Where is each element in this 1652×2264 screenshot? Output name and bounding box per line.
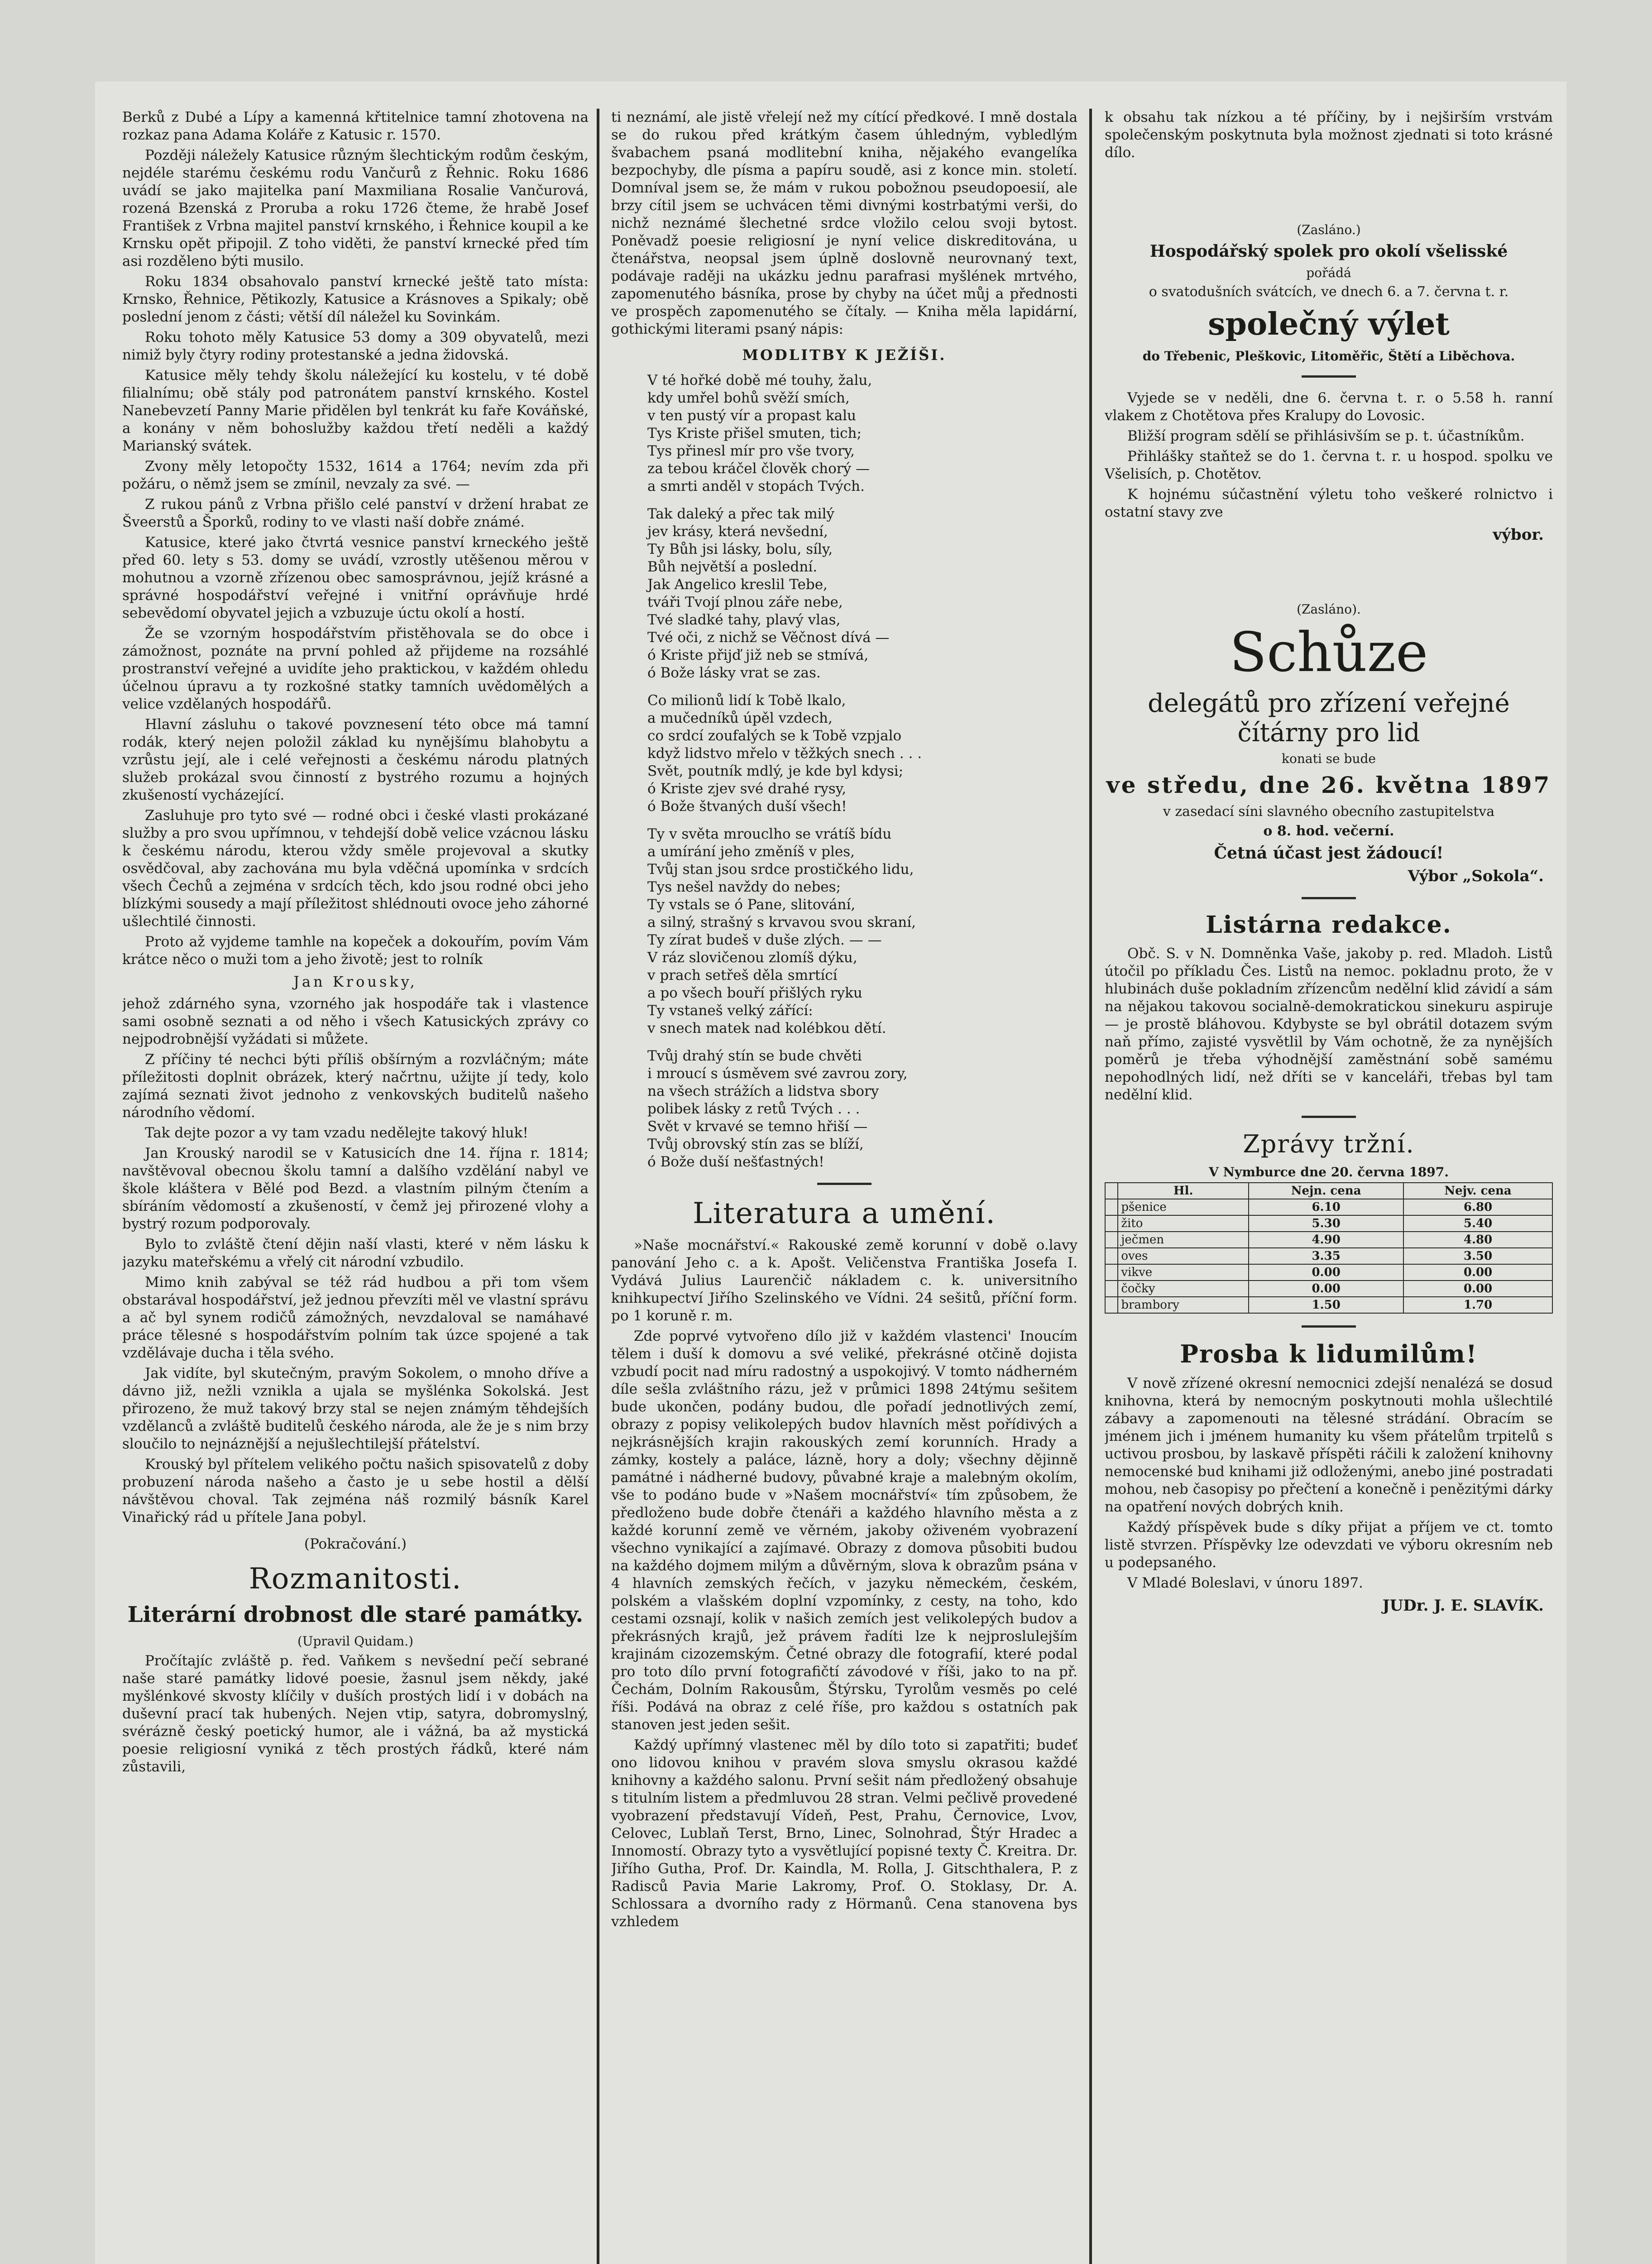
paragraph: Z rukou pánů z Vrbna přišlo celé panství v držení hrabat ze Šveerstů a Šporků, rodiny to ve vlasti naší dobře známé.: [122, 496, 589, 530]
poem-stanza: [647, 825, 1077, 1037]
ad-place: v zasedací síni slavného obecního zastupitelstva: [1163, 804, 1495, 820]
poem-line: ó Bože štvaných duší všech!: [647, 798, 847, 815]
poem-line: v prach setřeš děla smrtící: [647, 967, 838, 983]
poem-line: v snech matek nad kolébkou dětí.: [647, 1020, 886, 1036]
paragraph: Každý upřímný vlastenec měl by dílo toto si zapatřiti; budeť ono lidovou knihou v pravém slova smyslu okrasou každé knihovny a každého salonu. První sešit nám předložený obsahuje s titulním listem a předmluvou 28 stran. Velmi pečlivě provedené vyobrazení představují Vídeň, Pest, Prahu, Černovice, Lvov, Celovec, Lublaň Terst, Brno, Linec, Solnohrad, Štýr Hradec a Innomostí. Obrazy tyto a vysvětlující popisné texty Č. Kreitra. Dr. Jiřího Gutha, Prof. Dr. Kaindla, M. Rolla, J. Gitschthalera, P. z Radisců Pavia Marie Lakromy, Prof. O. Stoklasy, Dr. A. Schlossara a dvorního rady z Hörmanů. Cena stanovena bys vzhledem: [611, 1737, 1077, 1930]
poem-stanza: [647, 505, 1077, 682]
column-header: Nejn. cena: [1249, 1183, 1403, 1199]
market-table: [1105, 1182, 1553, 1314]
ad-title: Schůze: [1229, 621, 1428, 684]
ad-hour: o 8. hod. večerní.: [1263, 823, 1394, 839]
poem-stanza: [647, 1047, 1077, 1171]
column-header: Nejv. cena: [1403, 1183, 1552, 1199]
ad-when: o svatodušních svátcích, ve dnech 6. a 7. června t. r.: [1149, 284, 1509, 300]
poem-line: ó Bože duší nešťastných!: [647, 1154, 824, 1170]
table-row: čočky 0.00 0.00: [1105, 1281, 1552, 1297]
ad-verb: pořádá: [1306, 265, 1351, 280]
poem-line: a smrti anděl v stopách Tvých.: [647, 478, 865, 494]
poem-line: Tys přinesl mír pro vše tvory,: [647, 443, 855, 459]
newspaper-page: [95, 82, 1566, 2264]
divider: [1302, 1325, 1356, 1328]
poem-stanza: [647, 692, 1077, 815]
poem-line: Tvůj obrovský stín zas se blíží,: [647, 1136, 864, 1152]
paragraph: Tak dejte pozor a vy tam vzadu nedělejte takový hluk!: [145, 1125, 528, 1141]
paragraph: Pročítajíc zvláště p. řed. Vaňkem s nevšední pečí sebrané naše staré památky lidové poesie, žasnul jsem někdy, jaké myšlénkové skvosty klíčily v duších prostých lidí i v dobách na duševní prací tak hubených. Nejen vtip, satyra, dobromyslný, svérázně český poetický humor, ale i vážná, ba až mystická poesie religiosní vyniká z těch prostých řádků, které nám zůstavili,: [122, 1653, 589, 1775]
poem-line: a silný, strašný s krvavou svou skraní,: [647, 914, 916, 931]
poem-line: Tys Kriste přišel smuten, tich;: [647, 425, 862, 441]
section-heading: Rozmanitosti.: [249, 1562, 462, 1596]
section-heading: Zprávy tržní.: [1243, 1130, 1415, 1158]
poem-line: Svět v krvavé se temno hřiší —: [647, 1118, 868, 1135]
table-row: brambory 1.50 1.70: [1105, 1297, 1552, 1313]
paragraph: Berků z Dubé a Lípy a kamenná křtitelnice tamní zhotovena na rozkaz pana Adama Koláře z Katusic r. 1570.: [122, 109, 589, 143]
poem-line: když lidstvo mřelo v těžkých snech . . .: [647, 745, 922, 762]
poem-line: za tebou kráčel člověk chorý —: [647, 460, 870, 477]
paragraph: Že se vzorným hospodářstvím přistěhovala se do obce i zámožnost, poznáte na první pohled až přijdeme na rozsáhlé prostranství veřejné a uvidíte jeho praktickou, v každém ohledu účelnou úpravu a ty rozkošné statky tamních uvědomělých a velice vzdělaných hospodářů.: [122, 625, 589, 712]
poem-line: Ty v světa mrouclho se vrátíš bídu: [647, 826, 892, 842]
poem-line: jev krásy, která nevšední,: [647, 523, 828, 540]
paragraph: Katusice, které jako čtvrtá vesnice panství krneckého ještě před 60. lety s 53. domy se uvádí, vzrostly utěšenou měrou v mohutnou a vzorně zřízenou obec samosprávnou, jejíž krásné a správné hospodářství veřejné i vnitřní oprávňuje hrdé sebevědomí obyvatel jejich a vzbuzuje úctu okolí a hostí.: [122, 534, 589, 621]
divider: [817, 1183, 871, 1185]
column-header: [1105, 1183, 1118, 1199]
poem-line: Tak daleký a přec tak milý: [647, 506, 835, 522]
poem-line: ó Bože lásky vrat se zas.: [647, 665, 821, 681]
ad-signature: výbor.: [1493, 526, 1544, 544]
signature: JUDr. J. E. SLAVÍK.: [1382, 1597, 1544, 1615]
paragraph: Bylo to zvláště čtení dějin naší vlasti, které v něm lásku k jazyku mateřskému a vřelý cit národní vzbudilo.: [122, 1236, 589, 1270]
paragraph: Mimo knih zabýval se též rád hudbou a při tom všem obstarával hospodářství, jež jednou převzíti měl ve vlastní správu a ač byl synem rodičů zámožných, nevzdaloval se namáhavé práce tělesné s hospodářstvím polním tak úzce spojené a tak vzdělávaje ducha i těla svého.: [122, 1274, 589, 1361]
paragraph: Přihlášky staňtež se do 1. června t. r. u hospod. spolku ve Všelisích, p. Chotětov.: [1105, 448, 1553, 482]
column-2: [611, 109, 1077, 2264]
paragraph: Později náležely Katusice různým šlechtickým rodům českým, nejdéle starému českému rodu Vančurů z Řehnic. Roku 1686 uvádí se jako majitelka paní Maxmiliana Rosalie Vančurová, rozená Bzenská z Proruba a roku 1726 čteme, že hrabě Josef František z Vrbna majitel panství krnského, i Řehnice koupil a ke Krnsku opět připojil. Z toho viděti, že panství krnecké před tím asi rozděleno býti musilo.: [122, 147, 589, 269]
continued-note: (Pokračování.): [304, 1536, 407, 1552]
paragraph: Jan Krouský narodil se v Katusicích dne 14. října r. 1814; navštěvoval obecnou školu tamní a dalšího vzdělání nabyl ve škole kláštera v Bělé pod Bezd. a vlastním pilným čtením a sbíráním vědomostí a zkušeností, v čemž jej přirozené vlohy a bystrý rozum podporovaly.: [122, 1145, 589, 1232]
paragraph: K hojnému súčastnění výletu toho veškeré rolnictvo i ostatní stavy zve: [1105, 486, 1553, 520]
ad-subtitle: delegátů pro zřízení veřejné čítárny pro lid: [1148, 689, 1510, 748]
ad-signature: Výbor „Sokola“.: [1408, 867, 1544, 885]
paragraph: Krouský byl přítelem velikého počtu našich spisovatelů z doby probuzení národa našeho a často je u sebe hostil a dělší návštěvou choval. Tak zejména náš rozmilý básník Karel Vinařický rád u přítele Jana pobyl.: [122, 1456, 589, 1525]
poem-line: ó Kriste přijď již neb se stmívá,: [647, 647, 869, 663]
poem-line: V ráz slovičenou zlomíš dýku,: [647, 950, 857, 966]
ad-title: společný výlet: [1208, 306, 1450, 342]
poem-line: Bůh největší a poslední.: [647, 559, 818, 575]
table-header: [1105, 1183, 1552, 1199]
ad-places: do Třebenic, Pleškovic, Litoměřic, Štětí a Liběchova.: [1142, 349, 1515, 364]
article-title: Literární drobnost dle staré památky.: [127, 1602, 584, 1627]
ad-tag: (Zasláno.): [1297, 222, 1361, 237]
poem-line: V té hořké době mé touhy, žalu,: [647, 372, 872, 389]
poem-line: Svět, poutník mdlý, je kde byl kdysi;: [647, 763, 904, 779]
section-heading: Literatura a umění.: [693, 1197, 996, 1230]
poem-line: v ten pustý vír a propast kalu: [647, 408, 856, 424]
column-rule: [1089, 109, 1092, 2264]
poem-line: ó Kriste zjev své drahé rysy,: [647, 781, 847, 797]
divider: [1302, 1116, 1356, 1118]
paragraph: Roku tohoto měly Katusice 53 domy a 309 obyvatelů, mezi nimiž byly čtyry rodiny protestanské a jedna židovská.: [122, 329, 589, 363]
table-row: žito 5.30 5.40: [1105, 1215, 1552, 1232]
divider: [1302, 375, 1356, 378]
paragraph: V nově zřízené okresní nemocnici zdejší nenalézá se dosud knihovna, která by nemocným poskytnouti mohla ušlechtilé zábavy a zapomenouti na tělesné strádání. Obracím se jménem jich i jménem humanity ku všem přátelům trpitelů s uctivou prosbou, by laskavě příspěti ráčili k založení knihovny nemocenské bud knihami již odloženými, anebo jiné postradati mohou, neb časopisy po přečtení a konečně i penězitými dárky na opatření nových dobrých knih.: [1105, 1375, 1553, 1515]
divider: [1302, 897, 1356, 899]
column-3: [1105, 109, 1553, 2264]
poem-line: Tvé oči, z nichž se Věčnost dívá —: [647, 629, 890, 646]
poem-line: Ty vstals se ó Pane, slitování,: [647, 897, 856, 913]
paragraph: Obč. S. v N. Domněnka Vaše, jakoby p. red. Mladoh. Listů útočil po příkladu Čes. Listů na nemoc. pokladnu proto, že v hlubinách duše pokladním zřízencům nedělní klid závidí a sám na nějakou takovou socialně-demokratickou sinekuru aspiruje — je prostě bláhovou. Kdybyste se byl obrátil dotazem svým naň přímo, zajisté vysvětlil by Vám ochotně, že za nynějších poměrů je třeba výhodnější zaměstnání sobě samému nepohodlných lidí, než dříti se v kanceláři, třebas byl tam nedělní klid.: [1105, 945, 1553, 1103]
table-row: pšenice 6.10 6.80: [1105, 1199, 1552, 1215]
paragraph: ti neznámí, ale jistě vřelejí než my cítící předkové. I mně dostala se do rukou před krátkým časem úhledným, vybledlým švabachem psaná modlitební kniha, nějakého evangelíka bezpochyby, dle písma a papíru soudě, asi z konce min. století. Domníval jsem se, že mám v rukou pobožnou pseudopoesií, ale brzy cítil jsem se uchvácen těmi divnými kostrbatými verši, do nichž neznámé šlechetné srdce vložilo celou svoji bytost. Poněvadž poesie religiosní je nyní velice diskreditována, u čtenářstva, neopsal jsem úplně doslovně neurovnaný text, podávaje raději na ukázku jednu parafrasi myšlének mrtvého, zapomenutého básníka, prose by chyby na účet můj a přednosti ve prospěch zapomenutého se čítaly. — Kniha měla lapidární, gothickými literami psaný nápis:: [611, 109, 1077, 337]
column-1: [122, 109, 589, 2264]
paragraph: Zvony měly letopočty 1532, 1614 a 1764; nevím zda při požáru, o němž jsem se zmínil, nevzaly za své. —: [122, 458, 589, 492]
poem-line: a mučedníků úpěl vzdech,: [647, 710, 833, 726]
paragraph: Jak vidíte, byl skutečným, pravým Sokolem, o mnoho dříve a dávno již, nežli vznikla a ujala se myšlénka Sokolská. Jest přirozeno, že muž takový brzy stal se nejen známým těhdejších vzdělanců a zvláště buditelů českého národa, ale že je s nim brzy sloučilo to nejnáznější a nejušlechtilejší přátelství.: [122, 1365, 589, 1452]
poem-line: i mroucí s úsměvem své zavrou zory,: [647, 1065, 908, 1082]
table-row: oves 3.35 3.50: [1105, 1248, 1552, 1264]
paragraph: Každý příspěvek bude s díky přijat a příjem ve ct. tomto listě stvrzen. Příspěvky lze odevzdati ve výboru okresním neb u podepsaného.: [1105, 1519, 1553, 1571]
poem-line: Tvůj drahý stín se bude chvěti: [647, 1048, 862, 1064]
section-heading: Prosba k lidumilům!: [1180, 1339, 1478, 1368]
article-byline: (Upravil Quidam.): [297, 1634, 414, 1649]
paragraph: Katusice měly tehdy školu náležející ku kostelu, v té době filialnímu; obě stály pod patronátem panství krnského. Kostel Nanebevzetí Panny Marie přidělen byl tenkrát ku faře Kováňské, a konány v něm bohoslužby každou třetí neděli a každý Marianský svátek.: [122, 367, 589, 454]
poem-line: a po všech bouří přišlých ryku: [647, 985, 862, 1001]
paragraph: jehož zdárného syna, vzorného jak hospodáře tak i vlastence sami osobně seznati a od něho i všech Katusických zprávy co nejpodrobnější vyžádati si můžete.: [122, 996, 589, 1047]
ad-date: ve středu, dne 26. května 1897: [1106, 772, 1551, 798]
paragraph: Zasluhuje pro tyto své — rodné obci i české vlasti prokázané služby a pro svou upřímnou, v tehdejší době velice vzácnou lásku k českému národu, kterou vždy směle projevoval a skutky osvědčoval, aby zachována mu byla vděčná upomínka v srdcích všech Čechů a zejména v srdcích těch, kdo jsou rodné obci jeho blízkými sousedy a mají příležitost shlédnouti ovoce jeho záhorné ušlechtilé činnosti.: [122, 807, 589, 930]
poem-title: MODLITBY K JEŽÍŠI.: [742, 346, 947, 364]
poem-line: Ty Bůh jsi lásky, bolu, síly,: [647, 541, 833, 557]
poem-line: a umírání jeho změníš v ples,: [647, 844, 855, 860]
table-row: ječmen 4.90 4.80: [1105, 1232, 1552, 1248]
poem-line: kdy umřel bohů svěží smích,: [647, 390, 850, 406]
paragraph: Proto až vyjdeme tamhle na kopeček a dokouřím, povím Vám krátce něco o muži tom a jeho životě; jest to rolník: [122, 934, 589, 968]
table-row: vikve 0.00 0.00: [1105, 1264, 1552, 1281]
ad-verb: konati se bude: [1282, 751, 1376, 766]
section-heading: Listárna redakce.: [1206, 911, 1452, 939]
poem-line: Ty zírat budeš v duše zlých. — —: [647, 932, 882, 948]
poem-line: Jak Angelico kreslil Tebe,: [647, 576, 828, 593]
poem-line: Tvůj stan jsou srdce prostičkého lidu,: [647, 861, 914, 878]
paragraph: Zde poprvé vytvořeno dílo již v každém vlastenci' Inoucím tělem i duší k domovu a své veliké, překrásné otčině dojista vzbudí pocit nad míru radostný a uspokojivý. V tomto nádherném díle sešla zvláštního rázu, jež v průmici 1898 24týmu sešitem bude ukončen, podány budou, dle pořadí jednotlivých zemí, obrazy z popisy velikolepých budov hlavních měst pořídivých a nejkrásnějších krajin rakouských zemí korunních. Hrady a zámky, kostely a paláce, lázně, hory a doly; všechny dějinně památné i nádherné budovy, půvabné kraje a malebným okolím, vše to podáno bude v »Našem mocnářství« tím způsobem, že předloženo bude dobře čtenáři a každého hlavního města a z každé korunní země ve věrném, jakoby oživeném vyobrazení všechno vynikající a zajímavé. Obrazy z domova působiti budou na každého dojmem milým a důvěrným, slova k obrazům psána v 4 hlavních zemských řečích, v jazyku německém, českém, polském a vlašském doplní vzpomínky, z cesty, na toho, kdo cestami ozsnají, kolik v našich zemích jest velikolepých budov a překrásných krajů, jež právem řadíti lze k nejproslulejším krajinám cizozemským. Četné obrazy dle fotografií, které podal pro toto dílo první fotografičtí závodové v říši, jako to na př. Čechám, Dolním Rakousům, Štýrsku, Tyrolům vesměs po celé říši. Podává na obraz z celé říše, pro každou s ostatních pak stanoven jest jeden sešit.: [611, 1328, 1077, 1733]
poem-line: co srdcí zoufalých se k Tobě vzpjalo: [647, 728, 902, 744]
ad-tag: (Zasláno).: [1297, 602, 1361, 617]
paragraph: Roku 1834 obsahovalo panství krnecké ještě tato místa: Krnsko, Řehnice, Pětikozly, Katusice a Krásnoves a Spikaly; obě poslední jenom z části; větší díl náležel ku Sovinkám.: [122, 273, 589, 325]
poem-stanza: [647, 372, 1077, 495]
poem-line: polibek lásky z retů Tvých . . .: [647, 1101, 860, 1117]
paragraph: k obsahu tak nízkou a té příčiny, by i nejširším vrstvám společenským poskytnuta byla možnost zjednati si toto krásné dílo.: [1105, 109, 1553, 161]
column-header: Hl.: [1118, 1183, 1249, 1199]
market-caption: V Nymburce dne 20. června 1897.: [1208, 1165, 1449, 1180]
paragraph: Bližší program sdělí se přihlásivším se p. t. účastníkům.: [1127, 428, 1525, 444]
poem-line: Ty vstaneš velký zářící:: [647, 1002, 813, 1019]
paragraph: Vyjede se v neděli, dne 6. června t. r. o 5.58 h. ranní vlakem z Chotětova přes Kralupy do Lovosic.: [1105, 390, 1553, 424]
ad-organizer: Hospodářský spolek pro okolí všelisské: [1149, 242, 1508, 261]
paragraph: Z příčiny té nechci býti příliš obšírným a rozvláčným; máte příležitosti doplnit obrázek, který načrtnu, užijte jí tedy, kolo zajímá seznati život jednoho z venkovských buditelů našeho národního vědomí.: [122, 1051, 589, 1121]
ad-note: Četná účast jest žádoucí!: [1214, 844, 1444, 863]
poem-line: Tys nešel navždy do nebes;: [647, 879, 841, 895]
column-rule: [597, 109, 599, 2264]
person-name: Jan Krousky,: [293, 973, 417, 990]
poem-line: Co milionů lidí k Tobě lkalo,: [647, 692, 846, 709]
paragraph: V Mladé Boleslavi, v únoru 1897.: [1127, 1575, 1363, 1591]
paragraph: Hlavní zásluhu o takové povznesení této obce má tamní rodák, který nejen položil základ ku nynějšímu blahobytu a vzrůstu její, ale i celé veřejnosti a českému národu platných služeb prokázal svou činností z bystrého rozumu a hojných zkušeností vycházející.: [122, 716, 589, 803]
poem-line: Tvé sladké tahy, plavý vlas,: [647, 612, 841, 628]
poem-line: na všech strážích a lidstva sbory: [647, 1083, 879, 1099]
poem-line: tváři Tvojí plnou záře nebe,: [647, 594, 843, 610]
paragraph: »Naše mocnářství.« Rakouské země korunní v době o.lavy panování Jeho c. a k. Apošt. Veličenstva Františka Josefa I. Vydává Julius Laurenčič nákladem c. k. universitního knihkupectví Jiřího Szelinského ve Vídni. 24 sešitů, příční form. po 1 koruně r. m.: [611, 1237, 1077, 1324]
